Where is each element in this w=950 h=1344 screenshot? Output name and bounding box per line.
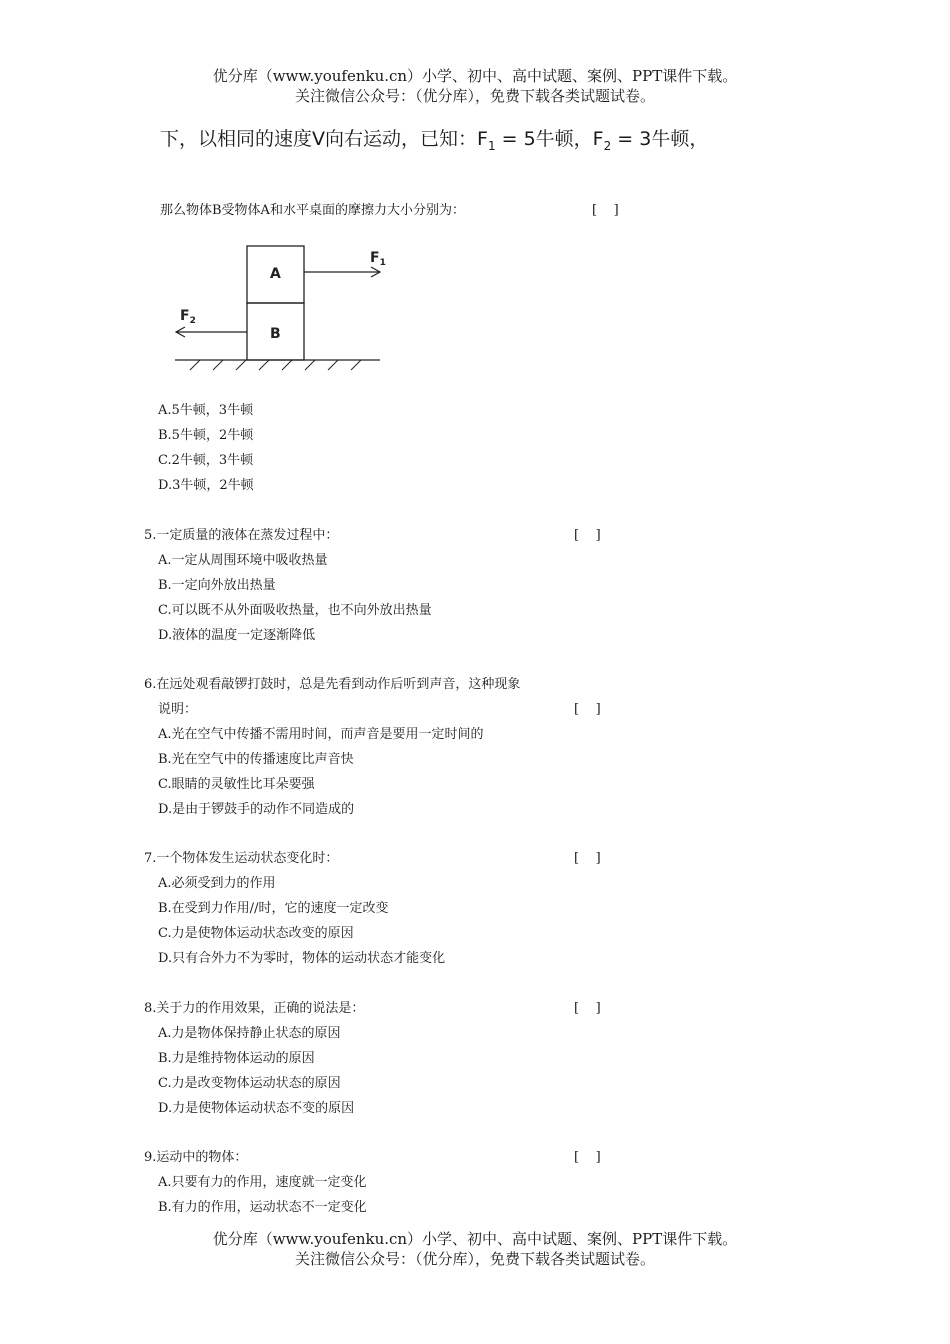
footer-line-1: 优分库（www.youfenku.cn）小学、初中、高中试题、案例、PPT课件下载。 — [212, 1230, 738, 1248]
force-diagram — [170, 240, 390, 375]
q7-option-c: C.力是使物体运动状态改变的原因 — [158, 926, 354, 941]
q8-option-b: B.力是维持物体运动的原因 — [158, 1051, 315, 1066]
page-footer — [0, 1229, 950, 1269]
block-b-label: B — [270, 326, 281, 342]
header-line-2: 关注微信公众号：（优分库），免费下载各类试题试卷。 — [294, 87, 655, 105]
q6-stem: 6.在远处观看敲锣打鼓时，总是先看到动作后听到声音，这种现象 — [144, 677, 521, 692]
q6-answer-bracket: [ ] — [574, 702, 601, 717]
q6-option-b: B.光在空气中的传播速度比声音快 — [158, 752, 354, 767]
header-line-1: 优分库（www.youfenku.cn）小学、初中、高中试题、案例、PPT课件下载。 — [212, 67, 738, 85]
q6-option-d: D.是由于锣鼓手的动作不同造成的 — [158, 802, 355, 817]
q6-option-c: C.眼睛的灵敏性比耳朵要强 — [158, 777, 315, 792]
question-continuation-image-text: 下，以相同的速度V向右运动，已知：$F_1 = 5$牛顿，$F_2 = 3$牛顿， — [160, 128, 709, 153]
q5-stem: 5.一定质量的液体在蒸发过程中： — [144, 528, 339, 543]
q6-stem-continued: 说明： — [158, 702, 198, 717]
q7-option-b: B.在受到力作用//时，它的速度一定改变 — [158, 901, 389, 916]
q5-option-b: B.一定向外放出热量 — [158, 578, 276, 593]
q4-answer-bracket: [ ] — [592, 203, 619, 218]
q4-stem: 那么物体B受物体A和水平桌面的摩擦力大小分别为： — [160, 203, 465, 218]
q5-answer-bracket: [ ] — [574, 528, 601, 543]
q7-option-d: D.只有合外力不为零时，物体的运动状态才能变化 — [158, 951, 446, 966]
q7-answer-bracket: [ ] — [574, 851, 601, 866]
q8-option-a: A.力是物体保持静止状态的原因 — [158, 1026, 341, 1041]
q8-option-c: C.力是改变物体运动状态的原因 — [158, 1076, 341, 1091]
q4-option-c: C.2牛顿，3牛顿 — [158, 453, 254, 468]
q9-option-a: A.只要有力的作用，速度就一定变化 — [158, 1175, 367, 1190]
q9-option-b: B.有力的作用，运动状态不一定变化 — [158, 1200, 367, 1215]
q4-option-d: D.3牛顿，2牛顿 — [158, 478, 254, 493]
q7-stem: 7.一个物体发生运动状态变化时： — [144, 851, 339, 866]
q8-stem: 8.关于力的作用效果，正确的说法是： — [144, 1001, 365, 1016]
f2-label: $F_2$ — [180, 308, 196, 326]
q7-option-a: A.必须受到力的作用 — [158, 876, 276, 891]
footer-line-2: 关注微信公众号：（优分库），免费下载各类试题试卷。 — [294, 1250, 655, 1268]
q6-option-a: A.光在空气中传播不需用时间，而声音是要用一定时间的 — [158, 727, 484, 742]
q9-answer-bracket: [ ] — [574, 1150, 601, 1165]
block-a-label: A — [270, 266, 281, 282]
f1-label: $F_1$ — [370, 250, 386, 268]
q9-stem: 9.运动中的物体： — [144, 1150, 248, 1165]
q8-answer-bracket: [ ] — [574, 1001, 601, 1016]
ground-hatching — [190, 360, 361, 370]
q5-option-a: A.一定从周围环境中吸收热量 — [158, 553, 328, 568]
q4-option-b: B.5牛顿，2牛顿 — [158, 428, 254, 443]
q4-option-a: A.5牛顿，3牛顿 — [158, 403, 254, 418]
page-header — [0, 66, 950, 106]
q5-option-d: D.液体的温度一定逐渐降低 — [158, 628, 316, 643]
q8-option-d: D.力是使物体运动状态不变的原因 — [158, 1101, 355, 1116]
q5-option-c: C.可以既不从外面吸收热量，也不向外放出热量 — [158, 603, 432, 618]
